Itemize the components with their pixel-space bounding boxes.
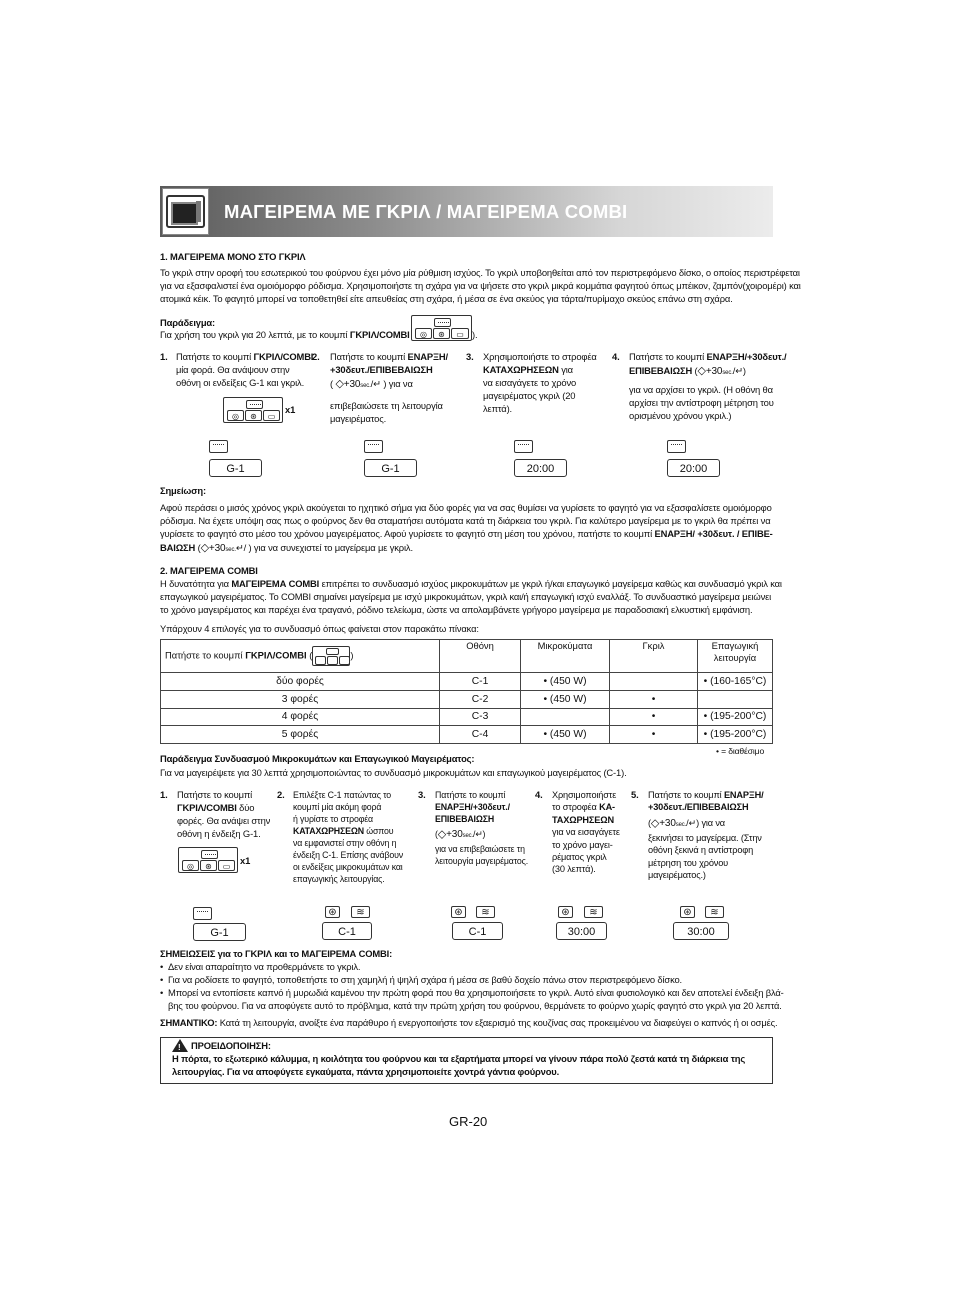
step2-number: 2.	[312, 351, 320, 362]
note-line4: ΒΑΙΩΣΗ (◇+30sec.↵/ ) για να συνεχιστεί το μαγείρεμα με γκριλ.	[160, 542, 413, 555]
example2-title: Παράδειγμα Συνδυασμού Μικροκυμάτων και Επαγωγικού Μαγειρέματος:	[160, 753, 475, 764]
table-row	[161, 726, 773, 744]
cell-microwave: • (450 W)	[521, 673, 610, 691]
table-header-press: Πατήστε το κουμπί ΓΚΡΙΛ/COMBI ( )	[161, 640, 440, 673]
step1-number: 1.	[160, 351, 168, 362]
start-diamond-icon: ◇	[650, 817, 660, 830]
section1-para-line2: για να εξασφαλιστεί ένα ομοιόμορφο ρόδισμα. Χρησιμοποιήστε τη σχάρα για να ψήσετε στο γκριλ μικρά κομμάτια φαγητού όπως μπέικον, ζαμπόν(χοιρομέρι) και	[160, 280, 801, 291]
table-row	[161, 690, 773, 708]
cell-induction: • (195-200°C)	[698, 726, 773, 744]
step4-number: 4.	[612, 351, 620, 362]
enter-arrow-icon: ↵	[735, 365, 743, 376]
display-g1: G-1	[209, 459, 262, 477]
table-row	[161, 673, 773, 691]
ex2-step1-l1: Πατήστε το κουμπί	[177, 789, 253, 800]
step4-text-l4: αρχίσει την αντίστροφη μέτρηση του	[629, 397, 774, 408]
cell-induction: • (160-165°C)	[698, 673, 773, 691]
microwave-indicator-icon: ≋	[705, 906, 724, 918]
display-g1-confirm: G-1	[364, 459, 417, 477]
combi-options-table	[160, 639, 773, 744]
step2-text-l1: Πατήστε το κουμπί ΕΝΑΡΞΗ/	[330, 351, 448, 362]
section2-title: 2. ΜΑΓΕΙΡΕΜΑ COMBI	[160, 565, 258, 576]
step4-text-l1: Πατήστε το κουμπί ΕΝΑΡΞΗ/+30δευτ./	[629, 351, 787, 362]
grill-combi-button-icon: ◎ ⊛ ▭	[178, 847, 238, 873]
grill-combi-key-icon: ◎ ⊛ ▭	[411, 315, 472, 341]
enter-arrow-icon: ↵	[688, 817, 697, 828]
table-legend: • = διαθέσιμο	[716, 746, 765, 756]
section2-para-line1: Η δυνατότητα για ΜΑΓΕΙΡΕΜΑ COMBI επιτρέπει το συνδυασμό ισχύος μικροκυμάτων με γκριλ ή/και επαγωγικό μαγείρεμα καθώς και συνδυασμό γκριλ και	[160, 578, 782, 589]
table-header-display: Οθόνη	[440, 640, 521, 673]
warning-label: ΠΡΟΕΙΔΟΠΟΙΗΣΗ:	[191, 1040, 271, 1051]
notes-title: ΣΗΜΕΙΩΣΕΙΣ για το ΓΚΡΙΛ και το ΜΑΓΕΙΡΕΜΑ COMBI:	[160, 948, 393, 959]
fan-indicator-icon: ⊛	[558, 906, 573, 918]
ex2-step1-times: x1	[240, 855, 251, 866]
step1-text-l3: οθόνη οι ενδείξεις G-1 και γκριλ.	[176, 377, 305, 388]
step1-times: x1	[285, 404, 296, 415]
cell-display: C-1	[440, 673, 521, 691]
section1-title: 1. ΜΑΓΕΙΡΕΜΑ ΜΟΝΟ ΣΤΟ ΓΚΡΙΛ	[160, 251, 306, 262]
cell-microwave: • (450 W)	[521, 690, 610, 708]
notes-bullet3-cont: βης του φούρνου. Για να αποφύγετε αυτό το πρόβλημα, κατά την πρώτη χρήση του φούρνου, θερμάνετε το φούρνο χωρίς φαγητό στο γκριλ για 20 λεπτά.	[168, 1000, 782, 1011]
enter-arrow-icon: ↵	[235, 542, 244, 553]
enter-arrow-icon: ↵	[475, 829, 483, 839]
step3-text-l2: ΚΑΤΑΧΩΡΗΣΕΩΝ για	[483, 364, 573, 375]
ex2-step3-number: 3.	[418, 789, 426, 800]
display-c1-confirm: C-1	[452, 922, 503, 940]
grill-indicator-icon	[667, 440, 686, 453]
step3-text-l4: μαγειρέματος γκριλ (20	[483, 390, 576, 401]
microwave-indicator-icon: ≋	[476, 906, 495, 918]
ex2-step2-number: 2.	[277, 789, 285, 800]
cell-grill: •	[610, 726, 698, 744]
start-diamond-icon: ◇	[200, 542, 209, 555]
grill-combi-button-icon: ◎ ⊛ ▭	[223, 397, 283, 423]
fan-indicator-icon: ⊛	[451, 906, 466, 918]
example-label: Παράδειγμα:	[160, 317, 216, 328]
cell-press: δύο φορές	[161, 673, 440, 691]
microwave-oven-icon	[162, 188, 209, 235]
step2-text-l2: +30δευτ./ΕΠΙΒΕΒΑΙΩΣΗ	[330, 364, 433, 375]
grill-combi-key-icon	[312, 646, 350, 666]
warning-icon-mark: !	[178, 1043, 181, 1052]
table-header-grill: Γκριλ	[610, 640, 698, 673]
section2-para-line3: το χρόνο μαγειρέματος και παρέχει ένα τραγανό, ρόδινο τελείωμα, ώστε να απολαμβάνετε γρήγορο μαγείρεμα με παραδοσιακή ελκυστική εμφάνιση.	[160, 604, 753, 615]
notes-bullet2: • Για να ροδίσετε το φαγητό, τοποθετήστε το στη χαμηλή ή ψηλή σχάρα ή μέσα σε βαθύ δοχείο πάνω στον περιστρεφόμενο δίσκο.	[160, 974, 683, 985]
example2-text: Για να μαγειρέψετε για 30 λεπτά χρησιμοποιώντας το συνδυασμό μικροκυμάτων και επαγωγικού μαγειρέματος (C-1).	[160, 767, 627, 778]
ex2-step1-l2: ΓΚΡΙΛ/COMBI δύο	[177, 802, 255, 813]
step2-text-l5: μαγειρέματος.	[330, 413, 387, 424]
start-diamond-icon: ◇	[697, 365, 706, 378]
cell-grill: •	[610, 708, 698, 726]
microwave-indicator-icon: ≋	[584, 906, 603, 918]
microwave-indicator-icon: ≋	[351, 906, 370, 918]
page-number: GR-20	[449, 1114, 488, 1129]
step3-text-l3: να εισαγάγετε το χρόνο	[483, 377, 577, 388]
cell-display: C-4	[440, 726, 521, 744]
display-time-running: 20:00	[667, 459, 720, 477]
grill-indicator-icon	[209, 440, 228, 453]
enter-arrow-icon: ↵	[373, 378, 381, 389]
cell-grill	[610, 673, 698, 691]
grill-indicator-icon	[364, 440, 383, 453]
display-time-set: 20:00	[514, 459, 567, 477]
table-header-row	[161, 640, 773, 673]
grill-indicator-icon	[514, 440, 533, 453]
ex2-step2-text: Επιλέξτε C-1 πατώντας το κουμπί μία ακόμη φορά ή γυρίστε το στροφέα ΚΑΤΑΧΩΡΗΣΕΩΝ ώσπου να εμφανιστεί στην οθόνη η ένδειξη C-1. Επίσης ανάβουν οι ενδείξεις μικροκυμάτων και επαγωγικής λειτουργίας.	[293, 790, 404, 884]
cell-grill: •	[610, 690, 698, 708]
note-line1: Αφού περάσει ο μισός χρόνος γκριλ ακούγεται το ηχητικό σήμα για δύο φορές για να σας θυμίσει να γυρίσετε το φαγητό για να εξασφαλίσετε ομοιόμορφο	[160, 502, 772, 513]
cell-press: 3 φορές	[161, 690, 440, 708]
fan-indicator-icon: ⊛	[325, 906, 340, 918]
display-time-running: 30:00	[673, 922, 729, 940]
fan-indicator-icon: ⊛	[680, 906, 695, 918]
example-text: Για χρήση του γκριλ για 20 λεπτά, με το κουμπί ΓΚΡΙΛ/COMBI	[160, 329, 410, 340]
grill-indicator-icon	[193, 907, 212, 920]
ex2-step3-text: Πατήστε το κουμπί ΕΝΑΡΞΗ/+30δευτ./ ΕΠΙΒΕΒΑΙΩΣΗ (◇+30sec./↵) για να επιβεβαιώσετε τη λειτουργία μαγειρέματος.	[435, 790, 529, 866]
ex2-step4-text: Χρησιμοποιήστε το στροφέα ΚΑ- ΤΑΧΩΡΗΣΕΩΝ για να εισαγάγετε το χρόνο μαγει- ρέματος γκριλ (30 λεπτά).	[552, 790, 620, 875]
step3-text-l5: λεπτά).	[483, 403, 513, 414]
ex2-step4-number: 4.	[535, 789, 543, 800]
important-note: ΣΗΜΑΝΤΙΚΟ: Κατά τη λειτουργία, ανοίξτε ένα παράθυρο ή ενεργοποιήστε τον εξαερισμό της κουζίνας σας προκειμένου να διαφεύγει ο καπνός ή οι οσμές.	[160, 1017, 778, 1028]
ex2-step1-l4: οθόνη η ένδειξη G-1.	[177, 828, 261, 839]
ex2-step1-number: 1.	[160, 789, 168, 800]
section2-para-line4: Υπάρχουν 4 επιλογές για το συνδυασμό όπως φαίνεται στον παρακάτω πίνακα:	[160, 623, 479, 634]
note-label: Σημείωση:	[160, 485, 206, 496]
step4-text-l2: ΕΠΙΒΕΒΑΙΩΣΗ (◇+30sec./↵)	[629, 365, 746, 378]
ex2-step5-text: Πατήστε το κουμπί ΕΝΑΡΞΗ/ +30δευτ./ΕΠΙΒΕΒΑΙΩΣΗ (◇+30sec./↵) για να ξεκινήσει το μαγείρεμα. (Στην οθόνη ξεκινά η αντίστροφη μέτρηση του χρόνου μαγειρέματος.)	[648, 790, 764, 881]
display-g1: G-1	[193, 923, 246, 941]
step3-number: 3.	[466, 351, 474, 362]
ex2-step1-l3: φορές. Θα ανάψει στην	[177, 815, 271, 826]
ex2-step5-number: 5.	[631, 789, 639, 800]
cell-microwave	[521, 708, 610, 726]
display-c1: C-1	[322, 922, 372, 940]
cell-microwave: • (450 W)	[521, 726, 610, 744]
warning-line2: λειτουργίας. Για να αποφύγετε εγκαύματα, πάντα χρησιμοποιείτε χοντρά γάντια φούρνου.	[172, 1066, 560, 1077]
notes-bullet1: • Δεν είναι απαραίτητο να προθερμάνετε το γκριλ.	[160, 961, 361, 972]
cell-display: C-3	[440, 708, 521, 726]
warning-line1: Η πόρτα, το εξωτερικό κάλυμμα, η κοιλότητα του φούρνου και τα εξαρτήματα μπορεί να γίνουν πάρα πολύ ζεστά κατά τη διάρκεια της	[172, 1053, 746, 1064]
start-diamond-icon: ◇	[437, 828, 447, 841]
step3-text-l1: Χρησιμοποιήστε το στροφέα	[483, 351, 597, 362]
cell-induction: • (195-200°C)	[698, 708, 773, 726]
section2-para-line2: επαγωγικού μαγειρέματος. Το COMBI σημαίνει μαγείρεμα με ισχύ μικροκυμάτων, γκριλ και/ή επαγωγική ισχύ εναλλάξ. Το συνδυαστικό μαγείρεμα μειώνει	[160, 591, 772, 602]
cell-press: 4 φορές	[161, 708, 440, 726]
section1-para-line1: Το γκριλ στην οροφή του εσωτερικού του φούρνου έχει μόνο μία ρύθμιση ισχύος. Το γκριλ υποβοηθείται από τον περιστρεφόμενο δίσκο, ο οποίος περιστρέφεται	[160, 267, 800, 278]
table-row	[161, 708, 773, 726]
note-line3: γυρίσετε το φαγητό στο μέσο του χρόνου μαγειρέματος. Αφού γυρίσετε το φαγητό στη μέση του χρόνου, πατήστε το κουμπί ΕΝΑΡΞΗ/ +30δευτ. / ΕΠΙΒΕ-	[160, 528, 773, 539]
start-diamond-icon: ◇	[335, 378, 344, 391]
cell-press: 5 φορές	[161, 726, 440, 744]
table-header-induction: Επαγωγική λειτουργία	[698, 640, 773, 673]
example-text-end: ).	[472, 329, 478, 340]
step1-text-l1: Πατήστε το κουμπί ΓΚΡΙΛ/COMBI	[176, 351, 314, 362]
cell-induction	[698, 690, 773, 708]
display-time-set: 30:00	[556, 922, 607, 940]
step4-text-l3: για να αρχίσει το γκριλ. (Η οθόνη θα	[629, 384, 773, 395]
notes-bullet3: • Μπορεί να εντοπίσετε καπνό ή μυρωδιά καμένου την πρώτη φορά που θα χρησιμοποιήσετε το γκριλ. Αυτό είναι φυσιολογικό και δεν αποτελεί ένδειξη βλά-	[160, 987, 784, 998]
page-title: ΜΑΓΕΙΡΕΜΑ ΜΕ ΓΚΡΙΛ / ΜΑΓΕΙΡΕΜΑ COMBI	[224, 201, 628, 222]
cell-display: C-2	[440, 690, 521, 708]
step1-text-l2: μία φορά. Θα ανάψουν στην	[176, 364, 290, 375]
section1-para-line3: ατομικά κέικ. Το φαγητό μπορεί να τοποθετηθεί είτε απευθείας στη σχάρα, ή μέσα σε ένα σκεύος για τάρτα/πυρίμαχο σκεύος επάνω στη σχάρα.	[160, 293, 733, 304]
table-header-microwave: Μικροκύματα	[521, 640, 610, 673]
note-line2: ρόδισμα. Να έχετε υπόψη σας πως ο φούρνος δεν θα σταματήσει αυτόματα κατά τη διάρκεια του γκριλ. Για καλύτερο μαγείρεμα με το γκριλ θα πρέπει να	[160, 515, 771, 526]
step2-text-l4: επιβεβαιώσετε τη λειτουργία	[330, 400, 443, 411]
step4-text-l5: ορισμένου χρόνου γκριλ.)	[629, 410, 732, 421]
step2-key-line: ( ◇+30sec./↵ ) για να	[330, 378, 413, 391]
